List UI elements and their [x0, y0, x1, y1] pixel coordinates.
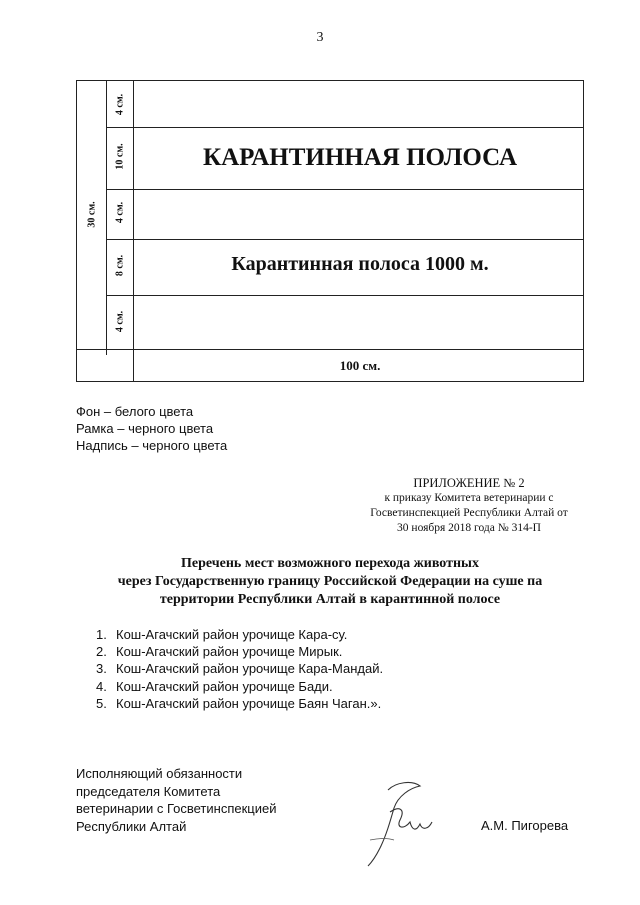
signatory-position	[76, 765, 276, 835]
list-item	[96, 695, 383, 712]
list-title-line: через Государственную границу Российской Федерации на суше па	[117, 574, 543, 589]
sign-diagram	[76, 80, 584, 382]
list-title	[60, 555, 600, 609]
list-item	[96, 626, 383, 643]
row-height-label: 4 см.	[114, 93, 126, 116]
signatory-position-line: Исполняющий обязанности	[76, 766, 243, 781]
row-divider	[106, 127, 583, 128]
row-divider	[106, 239, 583, 240]
text-color-note: Надпись – черного цвета	[76, 438, 228, 453]
frame-color-note: Рамка – черного цвета	[76, 421, 214, 436]
row-height-label: 10 см.	[114, 143, 126, 170]
sign-subtitle: Карантинная полоса 1000 м.	[231, 253, 489, 275]
list-item-text: Кош-Агачский район урочище Бади.	[116, 678, 333, 694]
appendix-line: к приказу Комитета ветеринарии с	[384, 492, 554, 504]
list-item-number: 3.	[96, 661, 107, 677]
list-item-text: Кош-Агачский район урочище Кара-Мандай.	[116, 661, 384, 677]
row-height-label: 4 см.	[114, 310, 126, 333]
list-item-text: Кош-Агачский район урочище Мирык.	[116, 644, 343, 660]
sign-left-edge	[133, 81, 134, 381]
signatory-position-line: ветеринарии с Госветинспекцией	[76, 801, 277, 817]
overall-height-label: 30 см.	[86, 201, 98, 228]
list-title-line: Перечень мест возможного перехода животных	[181, 556, 479, 571]
list-item-number: 1.	[96, 627, 107, 642]
list-item-text: Кош-Агачский район урочище Баян Чаган.».	[116, 695, 382, 711]
row-divider	[106, 295, 583, 296]
row-divider	[106, 189, 583, 190]
signatory-position-line: председателя Комитета	[76, 783, 221, 799]
sign-width-label: 100 см.	[339, 358, 381, 373]
appendix-heading: ПРИЛОЖЕНИЕ № 2	[413, 476, 525, 490]
places-list	[96, 626, 383, 712]
row-height-label: 8 см.	[114, 254, 126, 277]
list-item-text: Кош-Агачский район урочище Кара-су.	[116, 627, 348, 642]
list-item	[96, 660, 383, 677]
sign-title: КАРАНТИННАЯ ПОЛОСА	[202, 144, 517, 171]
signatory-name: А.М. Пигорева	[481, 818, 569, 833]
list-item-number: 5.	[96, 695, 107, 711]
width-row-divider	[77, 349, 583, 350]
list-item	[96, 643, 383, 660]
page-number: 3	[316, 30, 324, 45]
appendix-block	[340, 476, 598, 536]
signatory-position-line: Республики Алтай	[76, 818, 187, 834]
dimension-column-divider	[106, 81, 107, 355]
appendix-line: 30 ноября 2018 года № 314-П	[397, 522, 541, 534]
handwritten-signature	[350, 778, 460, 868]
row-height-label: 4 см.	[114, 201, 126, 224]
background-color-note: Фон – белого цвета	[76, 404, 194, 419]
appendix-line: Госветинспекцией Республики Алтай от	[370, 507, 568, 519]
list-item-number: 2.	[96, 644, 107, 660]
list-item-number: 4.	[96, 678, 107, 694]
list-title-line: территории Республики Алтай в карантинной полосе	[159, 592, 501, 607]
list-item	[96, 678, 383, 695]
